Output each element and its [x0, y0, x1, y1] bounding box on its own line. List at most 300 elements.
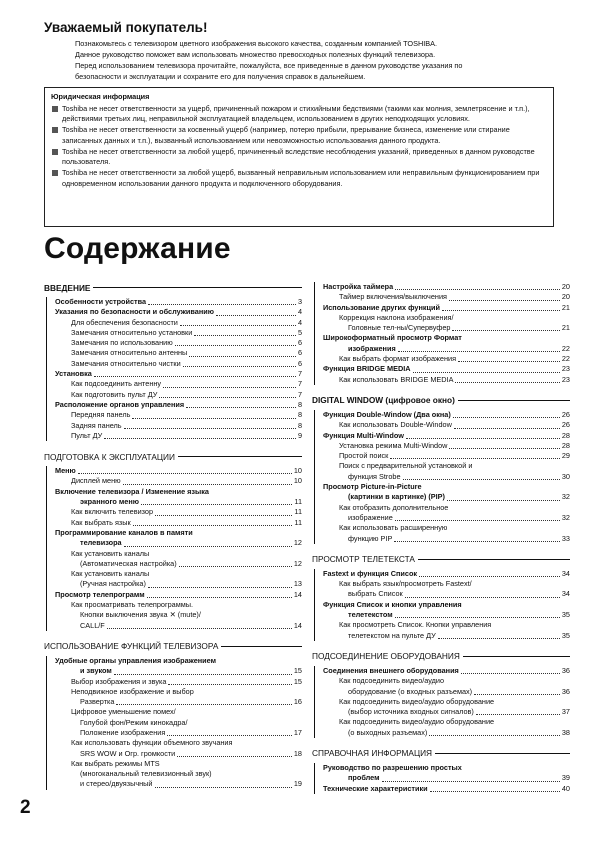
dot-leader [390, 458, 560, 459]
toc-entry [55, 297, 302, 307]
toc-entry-title: Замечания по использованию [71, 338, 173, 348]
dot-leader [453, 417, 560, 418]
toc-page-number: 9 [297, 430, 302, 440]
toc-entry-title: проблем [348, 773, 380, 783]
toc-entry [55, 728, 302, 738]
toc-entry-title: экранного меню [80, 497, 139, 507]
toc-entry [323, 513, 570, 523]
toc-entry [55, 749, 302, 759]
toc-page-number: 22 [561, 354, 570, 364]
toc-entry [323, 313, 570, 323]
dot-leader [124, 428, 296, 429]
dot-leader [474, 694, 560, 695]
toc-entry [323, 461, 570, 471]
toc-entry [323, 666, 570, 676]
toc-entry-title: Замечания относительно установки [71, 327, 193, 337]
toc-page-number: 21 [561, 302, 570, 312]
toc-page-number: 5 [297, 327, 302, 337]
toc-page-number: 14 [293, 589, 302, 599]
dot-leader [438, 638, 560, 639]
toc-entry-title: (выбор источника входных сигналов) [348, 707, 474, 717]
toc-entry-group [314, 410, 570, 544]
toc-entry-title: Как подсоединить видео/аудио оборудование [339, 696, 495, 706]
toc-section-heading [312, 554, 570, 565]
toc-section-title: ПОДСОЕДИНЕНИЕ ОБОРУДОВАНИЯ [312, 651, 460, 662]
toc-entry [55, 569, 302, 579]
toc-page-number: 6 [297, 348, 302, 358]
toc-entry-title: Как подсоединить антенну [71, 379, 162, 389]
toc-entry-title: Голубой фон/Режим кинокадра/ [80, 717, 188, 727]
dot-leader [461, 673, 560, 674]
toc-entry-title: Неподвижное изображение и выбор [71, 686, 194, 696]
toc-page-number: 6 [297, 338, 302, 348]
toc-entry-title: Просмотр телепрограмм [55, 589, 145, 599]
toc-entry [55, 528, 302, 538]
toc-page-number: 26 [561, 420, 570, 430]
toc-entry-group [314, 763, 570, 794]
dot-leader [476, 714, 560, 715]
toc-entry-title: Функция Double-Window (Два окна) [323, 409, 451, 419]
section-gap [312, 738, 570, 748]
toc-entry-title: Дисплей меню [71, 476, 121, 486]
toc-entry-title: функция Strobe [348, 471, 401, 481]
toc-entry-title: телевизора [80, 538, 122, 548]
toc-entry [323, 620, 570, 630]
toc-entry [55, 549, 302, 559]
toc-entry-title: Как установить каналы [71, 548, 150, 558]
toc-entry [55, 497, 302, 507]
dot-leader [419, 576, 560, 577]
toc-page-number: 34 [561, 568, 570, 578]
toc-entry-title: Коррекция наклона изображения/ [339, 312, 454, 322]
dot-leader [141, 504, 292, 505]
dot-leader [406, 438, 560, 439]
section-gap [44, 631, 302, 641]
toc-page-number: 23 [561, 374, 570, 384]
toc-entry-title: Положение изображения [80, 727, 166, 737]
section-rule [458, 400, 570, 402]
toc-entry-title: Как просматривать телепрограммы. [71, 600, 194, 610]
toc-entry [323, 344, 570, 354]
section-gap [44, 441, 302, 451]
toc-entry-title: Широкоформатный просмотр Формат [323, 333, 462, 343]
toc-entry [323, 728, 570, 738]
toc-entry [55, 697, 302, 707]
toc-entry [323, 631, 570, 641]
toc-page-number: 29 [561, 451, 570, 461]
toc-entry-title: Просмотр Picture-in-Picture [323, 482, 422, 492]
toc-entry [55, 718, 302, 728]
toc-entry-title: Расположение органов управления [55, 399, 185, 409]
dot-leader [114, 674, 292, 675]
toc-page-number: 14 [293, 620, 302, 630]
toc-page-number: 22 [561, 343, 570, 353]
dot-leader [107, 628, 292, 629]
toc-entry-title: Как отобразить дополнительное [339, 502, 449, 512]
toc-entry-title: Как использовать Double-Window [339, 420, 452, 430]
toc-entry [55, 559, 302, 569]
toc-entry-title: Руководство по разрешению простых [323, 762, 462, 772]
toc-entry-title: Поиск с предварительной установкой и [339, 461, 473, 471]
toc-entry-title: Fastext и функция Список [323, 568, 418, 578]
intro-line: Познакомьтесь с телевизором цветного изображения высокого качества, созданным компанией TOSHIBA. [75, 39, 438, 48]
toc-entry-title: Как использовать функции объемного звучания [71, 738, 233, 748]
toc-entry [323, 375, 570, 385]
toc-left-column [44, 282, 302, 790]
toc-entry-group [314, 282, 570, 385]
intro-line: Перед использованием телевизора прочитайте, пожалуйста, все приведенные в данном руководстве указания по [75, 61, 463, 70]
dot-leader [133, 525, 293, 526]
toc-entry [55, 348, 302, 358]
toc-entry-title: (о выходных разъемах) [348, 727, 428, 737]
toc-section-title: ПОДГОТОВКА К ЭКСПЛУАТАЦИИ [44, 451, 175, 462]
toc-entry-title: Как подготовить пульт ДУ [71, 389, 158, 399]
dot-leader [167, 735, 292, 736]
toc-entry [55, 707, 302, 717]
toc-entry-title: Установка режима Multi-Window [339, 440, 448, 450]
toc-page-number: 4 [297, 307, 302, 317]
dot-leader [179, 566, 292, 567]
toc-section-title: ВВЕДЕНИЕ [44, 282, 91, 293]
intro-line: Данное руководство поможет вам использовать множество превосходных полезных функций телевизора. [75, 50, 436, 59]
dot-leader [104, 438, 296, 439]
toc-page-number: 40 [561, 783, 570, 793]
toc-page-number: 12 [293, 538, 302, 548]
toc-entry [55, 328, 302, 338]
toc-entry [55, 656, 302, 666]
section-gap [312, 641, 570, 651]
toc-entry [323, 472, 570, 482]
dot-leader [395, 289, 560, 290]
toc-entry [323, 354, 570, 364]
toc-entry-group [46, 656, 302, 790]
toc-entry [55, 677, 302, 687]
toc-page-number: 37 [561, 707, 570, 717]
toc-entry [323, 600, 570, 610]
toc-section-heading [312, 651, 570, 662]
dot-leader [159, 397, 296, 398]
toc-entry-title: CALL/F [80, 620, 105, 630]
dot-leader [148, 587, 292, 588]
dot-leader [147, 597, 292, 598]
toc-entry [323, 431, 570, 441]
toc-page-number: 11 [294, 497, 302, 507]
toc-page-number: 8 [297, 410, 302, 420]
toc-page-number: 33 [561, 533, 570, 543]
toc-entry-title: оборудование (о входных разъемах) [348, 686, 473, 696]
dot-leader [132, 418, 296, 419]
toc-entry-title: Использование других функций [323, 302, 440, 312]
dot-leader [382, 781, 560, 782]
toc-entry-title: Настройка таймера [323, 282, 394, 291]
toc-entry [323, 569, 570, 579]
toc-entry-title: Соединения внешнего оборудования [323, 665, 459, 675]
dot-leader [394, 541, 560, 542]
dot-leader [454, 428, 560, 429]
toc-page-number: 10 [293, 476, 302, 486]
toc-page-number: 26 [561, 409, 570, 419]
toc-page-number: 8 [297, 420, 302, 430]
toc-page-number: 13 [293, 579, 302, 589]
toc-entry [323, 676, 570, 686]
toc-entry [55, 579, 302, 589]
dot-leader [189, 356, 296, 357]
toc-entry [323, 303, 570, 313]
toc-entry [55, 518, 302, 528]
toc-entry [323, 534, 570, 544]
toc-entry [55, 666, 302, 676]
intro-line: безопасности и эксплуатации и сохраните его для получения справок в дальнейшем. [75, 72, 366, 81]
toc-entry [323, 333, 570, 343]
toc-page-number: 6 [297, 358, 302, 368]
dot-leader [124, 546, 292, 547]
toc-section-title: ПРОСМОТР ТЕЛЕТЕКСТА [312, 554, 415, 565]
section-gap [312, 544, 570, 554]
legal-item: Toshiba не несет ответственности за любой ущерб, вызванный неправильным использованием или неправильным функционированием при одновременном использовании данного продукта и подключенного оборудования. [51, 168, 547, 189]
toc-entry [323, 610, 570, 620]
toc-entry [55, 359, 302, 369]
toc-entry-title: Пульт ДУ [71, 430, 103, 440]
dot-leader [186, 407, 296, 408]
toc-entry [55, 318, 302, 328]
toc-page-number: 32 [561, 512, 570, 522]
legal-title: Юридическая информация [51, 92, 150, 101]
toc-page-number: 39 [561, 773, 570, 783]
toc-entry-title: Как включить телевизор [71, 507, 154, 517]
toc-entry [323, 282, 570, 292]
toc-entry-title: (Ручная настройка) [80, 579, 146, 589]
toc-entry [323, 482, 570, 492]
dot-leader [94, 376, 296, 377]
dot-leader [216, 315, 296, 316]
legal-item: Toshiba не несет ответственности за ущерб, причиненный пожаром и стихийными бедствиями (такими как молния, землетрясение и т.п.), действиями третьих лиц, неправильной эксплуатацией владельцем, использованием в других неподходящих условиях. [51, 104, 547, 125]
toc-entry-title: изображения [348, 343, 396, 353]
toc-entry-title: Функция Multi-Window [323, 430, 404, 440]
toc-entry-title: (картинки в картинке) (PIP) [348, 492, 445, 502]
dot-leader [449, 300, 560, 301]
toc-entry-title: SRS WOW и Огр. громкости [80, 748, 176, 758]
toc-page-number: 36 [561, 665, 570, 675]
toc-entry-title: Замечания относительно чистки [71, 358, 181, 368]
toc-section-heading [312, 748, 570, 759]
toc-entry [323, 784, 570, 794]
intro-text [75, 38, 555, 82]
toc-entry [55, 390, 302, 400]
toc-entry-title: Цифровое уменьшение помех/ [71, 707, 176, 717]
toc-section-heading [312, 395, 570, 406]
toc-entry [323, 589, 570, 599]
toc-entry-title: изображение [348, 512, 393, 522]
toc-page-number: 28 [561, 430, 570, 440]
toc-entry [55, 379, 302, 389]
section-rule [418, 559, 570, 561]
toc-entry [55, 307, 302, 317]
dot-leader [177, 756, 292, 757]
toc-entry-title: Как использовать BRIDGE MEDIA [339, 374, 454, 384]
toc-entry-title: функцию PIP [348, 533, 393, 543]
page-number: 2 [20, 797, 31, 818]
toc-entry [323, 707, 570, 717]
toc-section-heading [44, 641, 302, 652]
toc-page-number: 28 [561, 440, 570, 450]
dot-leader [148, 304, 296, 305]
toc-page-number: 15 [293, 666, 302, 676]
toc-entry-title: Включение телевизора / Изменение языка [55, 486, 209, 496]
toc-entry-title: Развертка [80, 697, 115, 707]
toc-page-number: 15 [293, 676, 302, 686]
dot-leader [168, 684, 291, 685]
toc-entry-title: Особенности устройства [55, 297, 147, 306]
toc-section-heading [44, 451, 302, 462]
greeting-title: Уважаемый покупатель! [44, 20, 208, 35]
toc-entry [323, 773, 570, 783]
dot-leader [155, 515, 292, 516]
toc-section-title: ИСПОЛЬЗОВАНИЕ ФУНКЦИЙ ТЕЛЕВИЗОРА [44, 641, 219, 652]
toc-page-number: 20 [561, 282, 570, 291]
toc-entry-title: Задняя панель [71, 420, 122, 430]
toc-page-number: 30 [561, 471, 570, 481]
toc-entry [323, 364, 570, 374]
toc-entry-title: Как использовать расширенную [339, 523, 448, 533]
dot-leader [458, 361, 560, 362]
toc-entry [323, 492, 570, 502]
toc-entry-title: (многоканальный телевизионный звук) [80, 769, 212, 779]
toc-entry [55, 476, 302, 486]
toc-entry [55, 759, 302, 769]
legal-item: Toshiba не несет ответственности за любой ущерб, причиненный вследствие несоблюдения указаний, приведенных в данном руководстве пользователя. [51, 147, 547, 168]
toc-page-number: 18 [293, 748, 302, 758]
toc-page-number: 12 [293, 558, 302, 568]
toc-entry [55, 590, 302, 600]
toc-page-number: 20 [561, 292, 570, 302]
toc-entry-group [46, 466, 302, 631]
toc-page-number: 8 [297, 399, 302, 409]
toc-entry-title: Указания по безопасности и обслуживанию [55, 307, 214, 317]
toc-entry-title: Функция BRIDGE MEDIA [323, 364, 411, 374]
toc-entry-title: Простой поиск [339, 451, 389, 461]
dot-leader [123, 484, 292, 485]
toc-section-title: СПРАВОЧНАЯ ИНФОРМАЦИЯ [312, 748, 433, 759]
dot-leader [175, 345, 296, 346]
toc-page-number: 23 [561, 364, 570, 374]
toc-entry [323, 579, 570, 589]
toc-entry [323, 410, 570, 420]
toc-entry-title: Как выбрать режимы MTS [71, 758, 160, 768]
toc-entry [323, 323, 570, 333]
dot-leader [447, 500, 560, 501]
dot-leader [455, 382, 559, 383]
toc-entry [55, 769, 302, 779]
toc-page-number: 21 [561, 323, 570, 333]
toc-entry [323, 717, 570, 727]
toc-entry-title: (Автоматическая настройка) [80, 558, 177, 568]
toc-entry-group [46, 297, 302, 441]
toc-entry-title: Функция Список и кнопки управления [323, 599, 462, 609]
toc-entry-title: Программирование каналов в памяти [55, 527, 193, 537]
toc-page-number: 11 [294, 517, 302, 527]
toc-entry [55, 687, 302, 697]
toc-entry [323, 697, 570, 707]
dot-leader [405, 597, 560, 598]
toc-entry [55, 738, 302, 748]
dot-leader [183, 366, 296, 367]
dot-leader [403, 479, 560, 480]
toc-entry [323, 451, 570, 461]
toc-page-number: 19 [293, 779, 302, 789]
toc-entry-title: Технические характеристики [323, 783, 428, 793]
dot-leader [395, 617, 560, 618]
toc-entry-title: Как выбрать язык [71, 517, 131, 527]
toc-entry-title: выбрать Список [348, 589, 403, 599]
toc-entry [323, 441, 570, 451]
toc-right-column [312, 282, 570, 794]
toc-section-title: DIGITAL WINDOW (цифровое окно) [312, 395, 455, 406]
toc-entry-title: и стерео/двуязычный [80, 779, 153, 789]
toc-entry [323, 763, 570, 773]
dot-leader [180, 325, 296, 326]
toc-entry-title: Меню [55, 466, 76, 476]
toc-entry-title: Замечания относительно антенны [71, 348, 188, 358]
toc-entry-title: Для обеспечения безопасности [71, 317, 178, 327]
section-rule [93, 287, 302, 289]
toc-entry [55, 487, 302, 497]
dot-leader [413, 372, 560, 373]
toc-entry [55, 400, 302, 410]
toc-entry-title: Установка [55, 369, 92, 379]
toc-page-number: 7 [297, 369, 302, 379]
toc-entry [55, 507, 302, 517]
toc-entry [55, 600, 302, 610]
toc-page-number: 36 [561, 686, 570, 696]
toc-page-number: 34 [561, 589, 570, 599]
toc-page-number: 10 [293, 466, 302, 476]
toc-entry-group [314, 569, 570, 641]
toc-entry [55, 538, 302, 548]
toc-entry-title: Как подсоединить видео/аудио [339, 676, 445, 686]
toc-page-number: 7 [297, 389, 302, 399]
toc-entry-title: Как установить каналы [71, 569, 150, 579]
toc-entry [55, 779, 302, 789]
dot-leader [398, 351, 560, 352]
toc-entry-title: телетекстом на пульте ДУ [348, 630, 436, 640]
toc-page-number: 35 [561, 630, 570, 640]
toc-entry-title: и звуком [80, 666, 112, 676]
toc-entry [323, 687, 570, 697]
toc-page-number: 11 [294, 507, 302, 517]
toc-page-number: 16 [293, 697, 302, 707]
toc-entry [323, 420, 570, 430]
toc-entry [323, 503, 570, 513]
toc-entry [55, 610, 302, 620]
legal-item: Toshiba не несет ответственности за косвенный ущерб (например, потерю прибыли, прерывание бизнеса, изменение или стирание записанных данных и т.п.), вызванный использованием или невозможностью использования данного продукта. [51, 125, 547, 146]
toc-entry-title: телетекстом [348, 610, 393, 620]
toc-entry [55, 421, 302, 431]
toc-entry-title: Как просмотреть Список. Кнопки управления [339, 620, 492, 630]
dot-leader [155, 787, 292, 788]
contents-title: Содержание [44, 232, 231, 265]
dot-leader [194, 335, 296, 336]
toc-page-number: 35 [561, 610, 570, 620]
toc-entry-title: Как выбрать язык/просмотреть Fastext/ [339, 579, 472, 589]
section-rule [221, 646, 302, 648]
toc-entry-title: Таймер включения/выключения [339, 292, 447, 302]
toc-entry-title: Как выбрать формат изображения [339, 354, 457, 364]
toc-entry [323, 523, 570, 533]
toc-entry-title: Как подсоединить видео/аудио оборудование [339, 717, 495, 727]
toc-page-number: 32 [561, 492, 570, 502]
dot-leader [452, 330, 559, 331]
toc-entry [55, 621, 302, 631]
